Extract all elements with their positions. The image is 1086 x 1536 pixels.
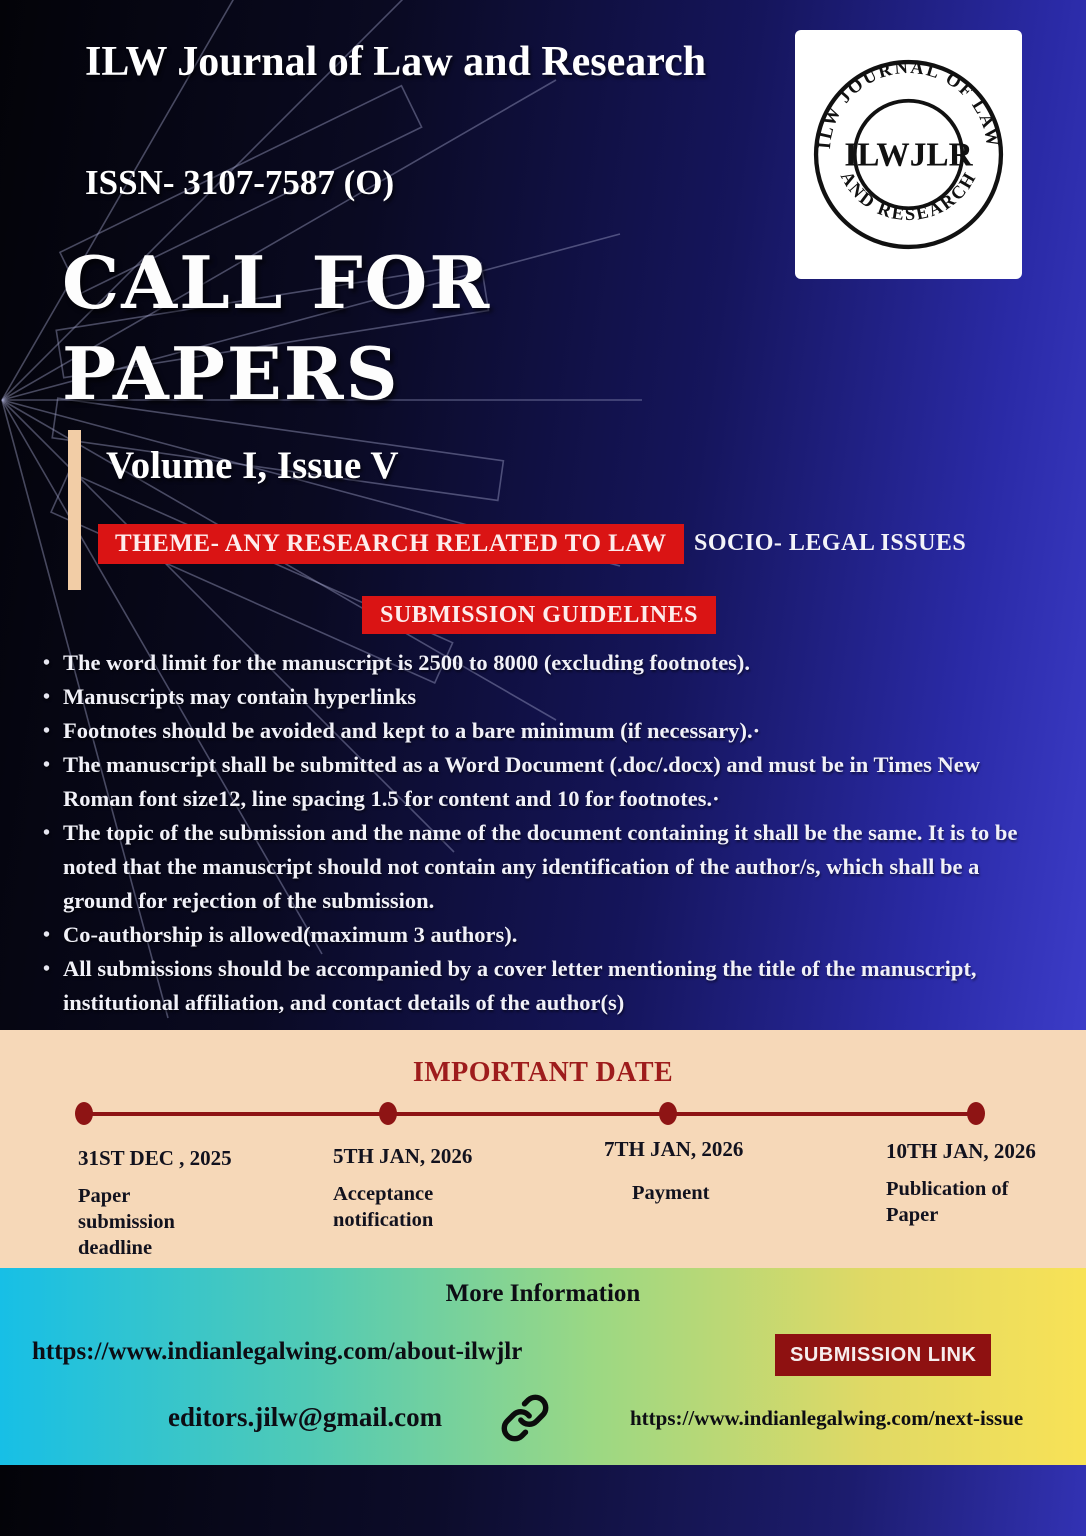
volume-issue-label: Volume I, Issue V — [106, 444, 399, 487]
guideline-item: • All submissions should be accompanied by a cover letter mentioning the title of the manuscript, institutional affiliation, and contact details of the author(s) — [40, 952, 1048, 1020]
milestone-label: Publication of Paper — [886, 1178, 1009, 1226]
milestone-acceptance — [333, 1144, 513, 1233]
guideline-item: • Footnotes should be avoided and kept to a bare minimum (if necessary).· — [40, 714, 1048, 748]
milestone-date: 10TH JAN, 2026 — [886, 1139, 1036, 1163]
milestone-label: Payment — [632, 1182, 710, 1204]
guideline-item: • Manuscripts may contain hyperlinks — [40, 680, 1048, 714]
guideline-item: • Co-authorship is allowed(maximum 3 authors). — [40, 918, 1048, 952]
important-date-heading: IMPORTANT DATE — [412, 1057, 674, 1088]
timeline-dot — [967, 1102, 985, 1125]
guideline-item: • The word limit for the manuscript is 2500 to 8000 (excluding footnotes). — [40, 646, 1048, 680]
volume-accent-bar — [68, 430, 81, 590]
guideline-item: • The manuscript shall be submitted as a Word Document (.doc/.docx) and must be in Times New Roman font size12, line spacing 1.5 for content and 10 for footnotes.· — [40, 748, 1048, 816]
milestone-publication — [886, 1139, 1061, 1228]
submission-guidelines-badge: SUBMISSION GUIDELINES — [362, 596, 716, 634]
call-for-papers-line2: PAPERS — [62, 331, 400, 416]
submission-link-button[interactable]: SUBMISSION LINK — [775, 1334, 991, 1376]
timeline-dot — [379, 1102, 397, 1125]
editor-email-link[interactable]: editors.jilw@gmail.com — [168, 1402, 443, 1432]
socio-legal-issues-label: SOCIO- LEGAL ISSUES — [694, 530, 967, 556]
logo-monogram: ILWJLR — [844, 136, 973, 174]
logo-arc-top-text: ILW JOURNAL OF LAW — [813, 56, 1004, 150]
bottom-strip — [0, 1465, 1086, 1536]
timeline-dot — [659, 1102, 677, 1125]
milestone-label: Paper submission deadline — [78, 1185, 175, 1259]
logo-arc-bottom-text: AND RESEARCH — [836, 167, 981, 225]
milestone-paper-submission — [78, 1146, 248, 1261]
guideline-item: • The topic of the submission and the name of the document containing it shall be the same. It is to be noted that the manuscript should not contain any identification of the author/s, which shall be a ground for rejection of the submission. — [40, 816, 1048, 918]
milestone-date: 5TH JAN, 2026 — [333, 1144, 473, 1168]
call-for-papers-line1: CALL FOR — [62, 240, 492, 325]
svg-text:AND RESEARCH — [837, 168, 981, 224]
about-ilwjlr-link[interactable]: https://www.indianlegalwing.com/about-ilwjlr — [32, 1338, 523, 1365]
timeline-line — [83, 1112, 977, 1116]
issn-number: ISSN- 3107-7587 (O) — [85, 163, 395, 202]
journal-seal-icon — [801, 36, 1016, 273]
milestone-date: 31ST DEC , 2025 — [78, 1146, 232, 1170]
milestone-payment — [604, 1137, 784, 1206]
call-for-papers-heading — [62, 237, 491, 419]
journal-logo — [795, 30, 1022, 279]
guidelines-list — [40, 646, 1048, 1020]
milestone-label: Acceptance notification — [333, 1183, 434, 1231]
next-issue-link[interactable]: https://www.indianlegalwing.com/next-issue — [630, 1406, 1024, 1430]
journal-title: ILW Journal of Law and Research — [85, 39, 707, 85]
theme-badge: THEME- ANY RESEARCH RELATED TO LAW — [98, 524, 684, 564]
timeline-dot — [75, 1102, 93, 1125]
more-information-heading: More Information — [445, 1280, 641, 1307]
link-chain-icon — [500, 1392, 550, 1444]
milestone-date: 7TH JAN, 2026 — [604, 1137, 744, 1161]
